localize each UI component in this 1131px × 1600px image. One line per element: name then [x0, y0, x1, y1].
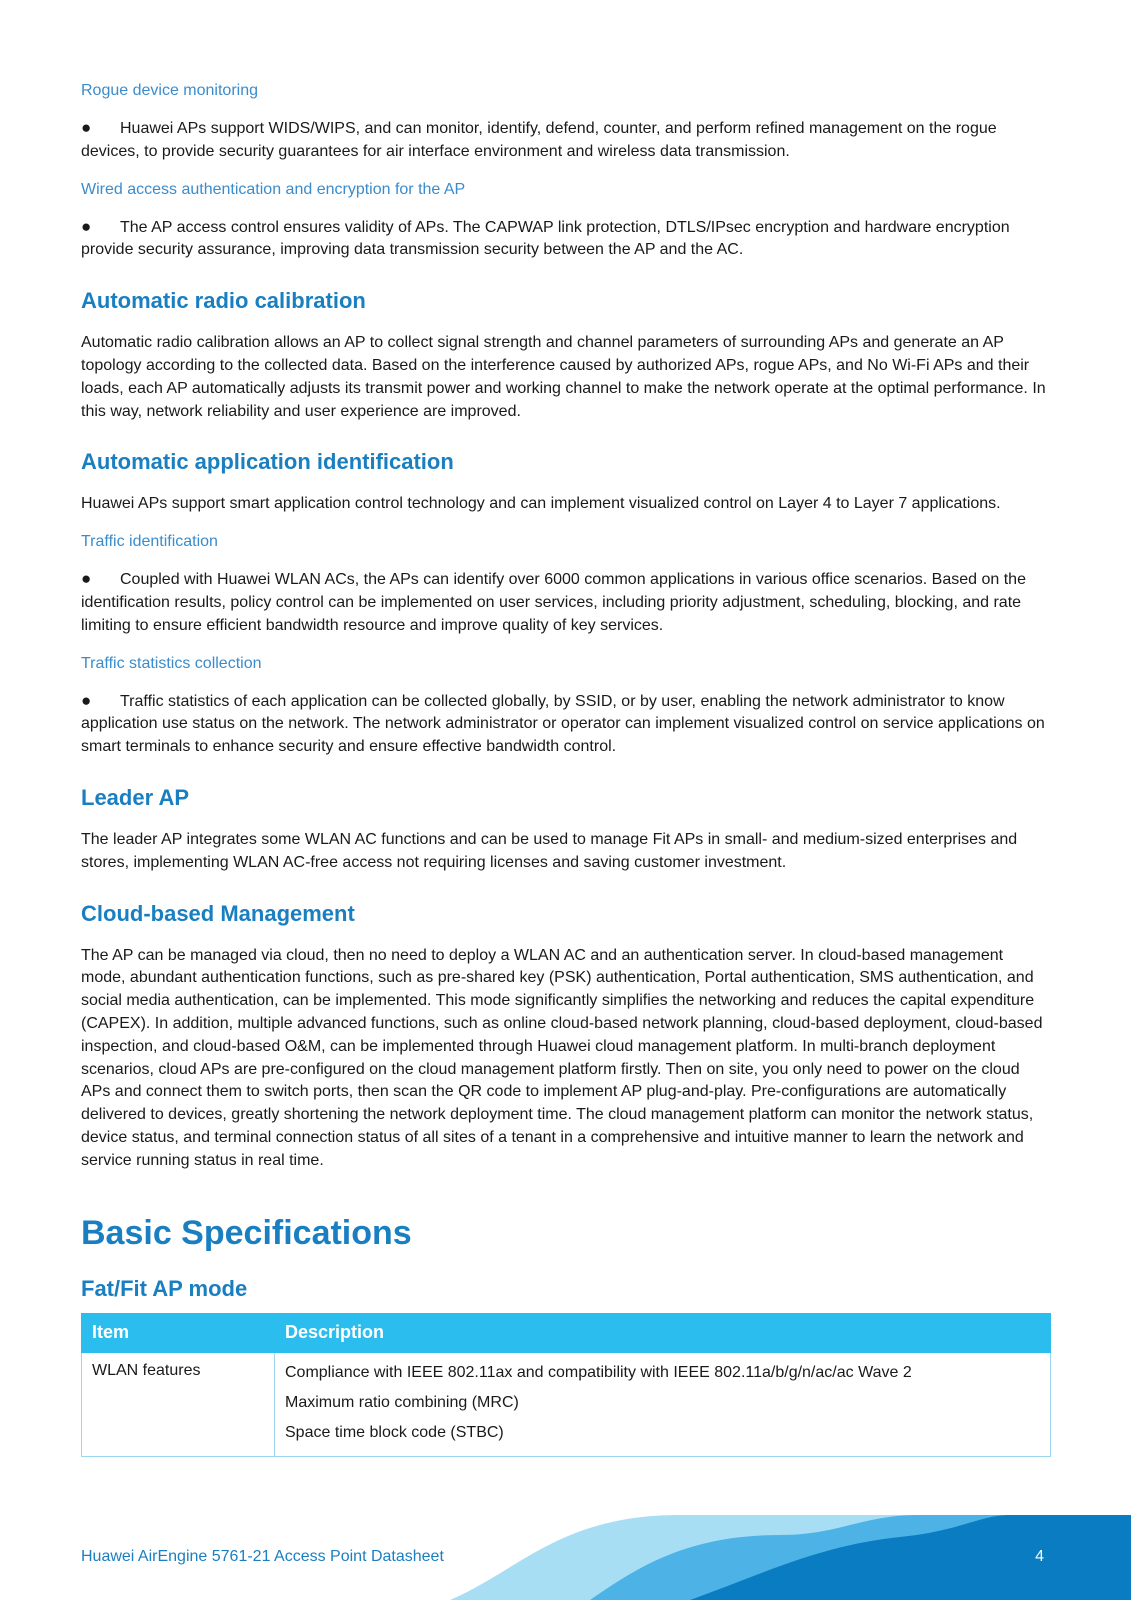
table-header-item: Item — [82, 1313, 275, 1352]
bullet-icon: ● — [81, 216, 92, 236]
rogue-bullet — [81, 117, 1051, 164]
footer-document-title: Huawei AirEngine 5761-21 Access Point Datasheet — [81, 1548, 444, 1565]
bullet-icon: ● — [81, 118, 92, 137]
table-header-description: Description — [275, 1313, 1051, 1352]
page-content — [81, 80, 1051, 1457]
traffic-stats-heading: Traffic statistics collection — [81, 654, 262, 672]
appid-body: Huawei APs support smart application control technology and can implement visualized control on Layer 4 to Layer 7 applications. — [81, 495, 1001, 513]
table-header-row — [82, 1313, 1051, 1352]
table-cell-description — [275, 1352, 1051, 1456]
specs-heading: Basic Specifications — [81, 1213, 412, 1252]
traffic-id-bullet — [81, 568, 1051, 637]
traffic-id-bullet-text: Coupled with Huawei WLAN ACs, the APs can identify over 6000 common applications in various office scenarios. Based on the identification results, policy control can be implemented on user services, including priority adjustment, scheduling, blocking, and rate limiting to ensure efficient bandwidth resource and improve quality of key services. — [81, 571, 1026, 634]
wired-heading: Wired access authentication and encryption for the AP — [81, 180, 466, 198]
radio-heading: Automatic radio calibration — [81, 288, 366, 314]
traffic-stats-bullet — [81, 690, 1051, 759]
appid-heading: Automatic application identification — [81, 449, 454, 475]
specs-subheading: Fat/Fit AP mode — [81, 1275, 248, 1301]
description-line: Maximum ratio combining (MRC) — [285, 1393, 519, 1411]
leader-body: The leader AP integrates some WLAN AC functions and can be used to manage Fit APs in small- and medium-sized enterprises and stores, implementing WLAN AC-free access not requiring licenses and saving customer investment. — [81, 830, 1018, 871]
cloud-body: The AP can be managed via cloud, then no need to deploy a WLAN AC and an authentication server. In cloud-based management mode, abundant authentication functions, such as pre-shared key (PSK) authentication, Portal authentication, SMS authentication, and social media authentication, can be implemented. This mode significantly simplifies the networking and reduces the capital expenditure (CAPEX). In addition, multiple advanced functions, such as online cloud-based network planning, cloud-based deployment, cloud-based inspection, and cloud-based O&M, can be implemented through Huawei cloud management platform. In multi-branch deployment scenarios, cloud APs are pre-configured on the cloud management platform firstly. Then on site, you only need to power on the cloud APs and connect them to switch ports, then scan the QR code to implement AP plug-and-play. Pre-configurations are automatically delivered to devices, greatly shortening the network deployment time. The cloud management platform can monitor the network status, device status, and terminal connection status of all sites of a tenant in a comprehensive and intuitive manner to learn the network and service running status in real time. — [81, 946, 1043, 1169]
page-number: 4 — [1035, 1548, 1044, 1565]
cloud-heading: Cloud-based Management — [81, 900, 355, 926]
description-line: Space time block code (STBC) — [285, 1423, 504, 1441]
table-cell-item: WLAN features — [82, 1352, 275, 1456]
table-row — [82, 1352, 1051, 1456]
page-footer — [0, 1515, 1131, 1600]
leader-heading: Leader AP — [81, 784, 190, 810]
wired-bullet-text: The AP access control ensures validity of APs. The CAPWAP link protection, DTLS/IPsec encryption and hardware encryption provide security assurance, improving data transmission security between the AP and the AC. — [81, 218, 1010, 259]
radio-body: Automatic radio calibration allows an AP to collect signal strength and channel parameters of surrounding APs and generate an AP topology according to the collected data. Based on the interference caused by authorized APs, rogue APs, and No Wi-Fi APs and their loads, each AP automatically adjusts its transmit power and working channel to make the network operate at the optimal performance. In this way, network reliability and user experience are improved. — [81, 334, 1046, 420]
description-line: Compliance with IEEE 802.11ax and compatibility with IEEE 802.11a/b/g/n/ac/ac Wave 2 — [285, 1363, 912, 1381]
bullet-icon: ● — [81, 690, 92, 710]
bullet-icon: ● — [81, 569, 92, 589]
traffic-id-heading: Traffic identification — [81, 533, 218, 551]
spec-table — [81, 1313, 1051, 1457]
traffic-stats-bullet-text: Traffic statistics of each application can be collected globally, by SSID, or by user, enabling the network administrator to know application use status on the network. The network administrator or operator can implement visualized control on service applications on smart terminals to enhance security and ensure effective bandwidth control. — [81, 692, 1045, 756]
rogue-heading: Rogue device monitoring — [81, 82, 258, 99]
rogue-bullet-text: Huawei APs support WIDS/WIPS, and can monitor, identify, defend, counter, and perform refined management on the rogue devices, to provide security guarantees for air interface environment and wireless data transmission. — [81, 120, 997, 160]
wired-bullet — [81, 216, 1051, 263]
